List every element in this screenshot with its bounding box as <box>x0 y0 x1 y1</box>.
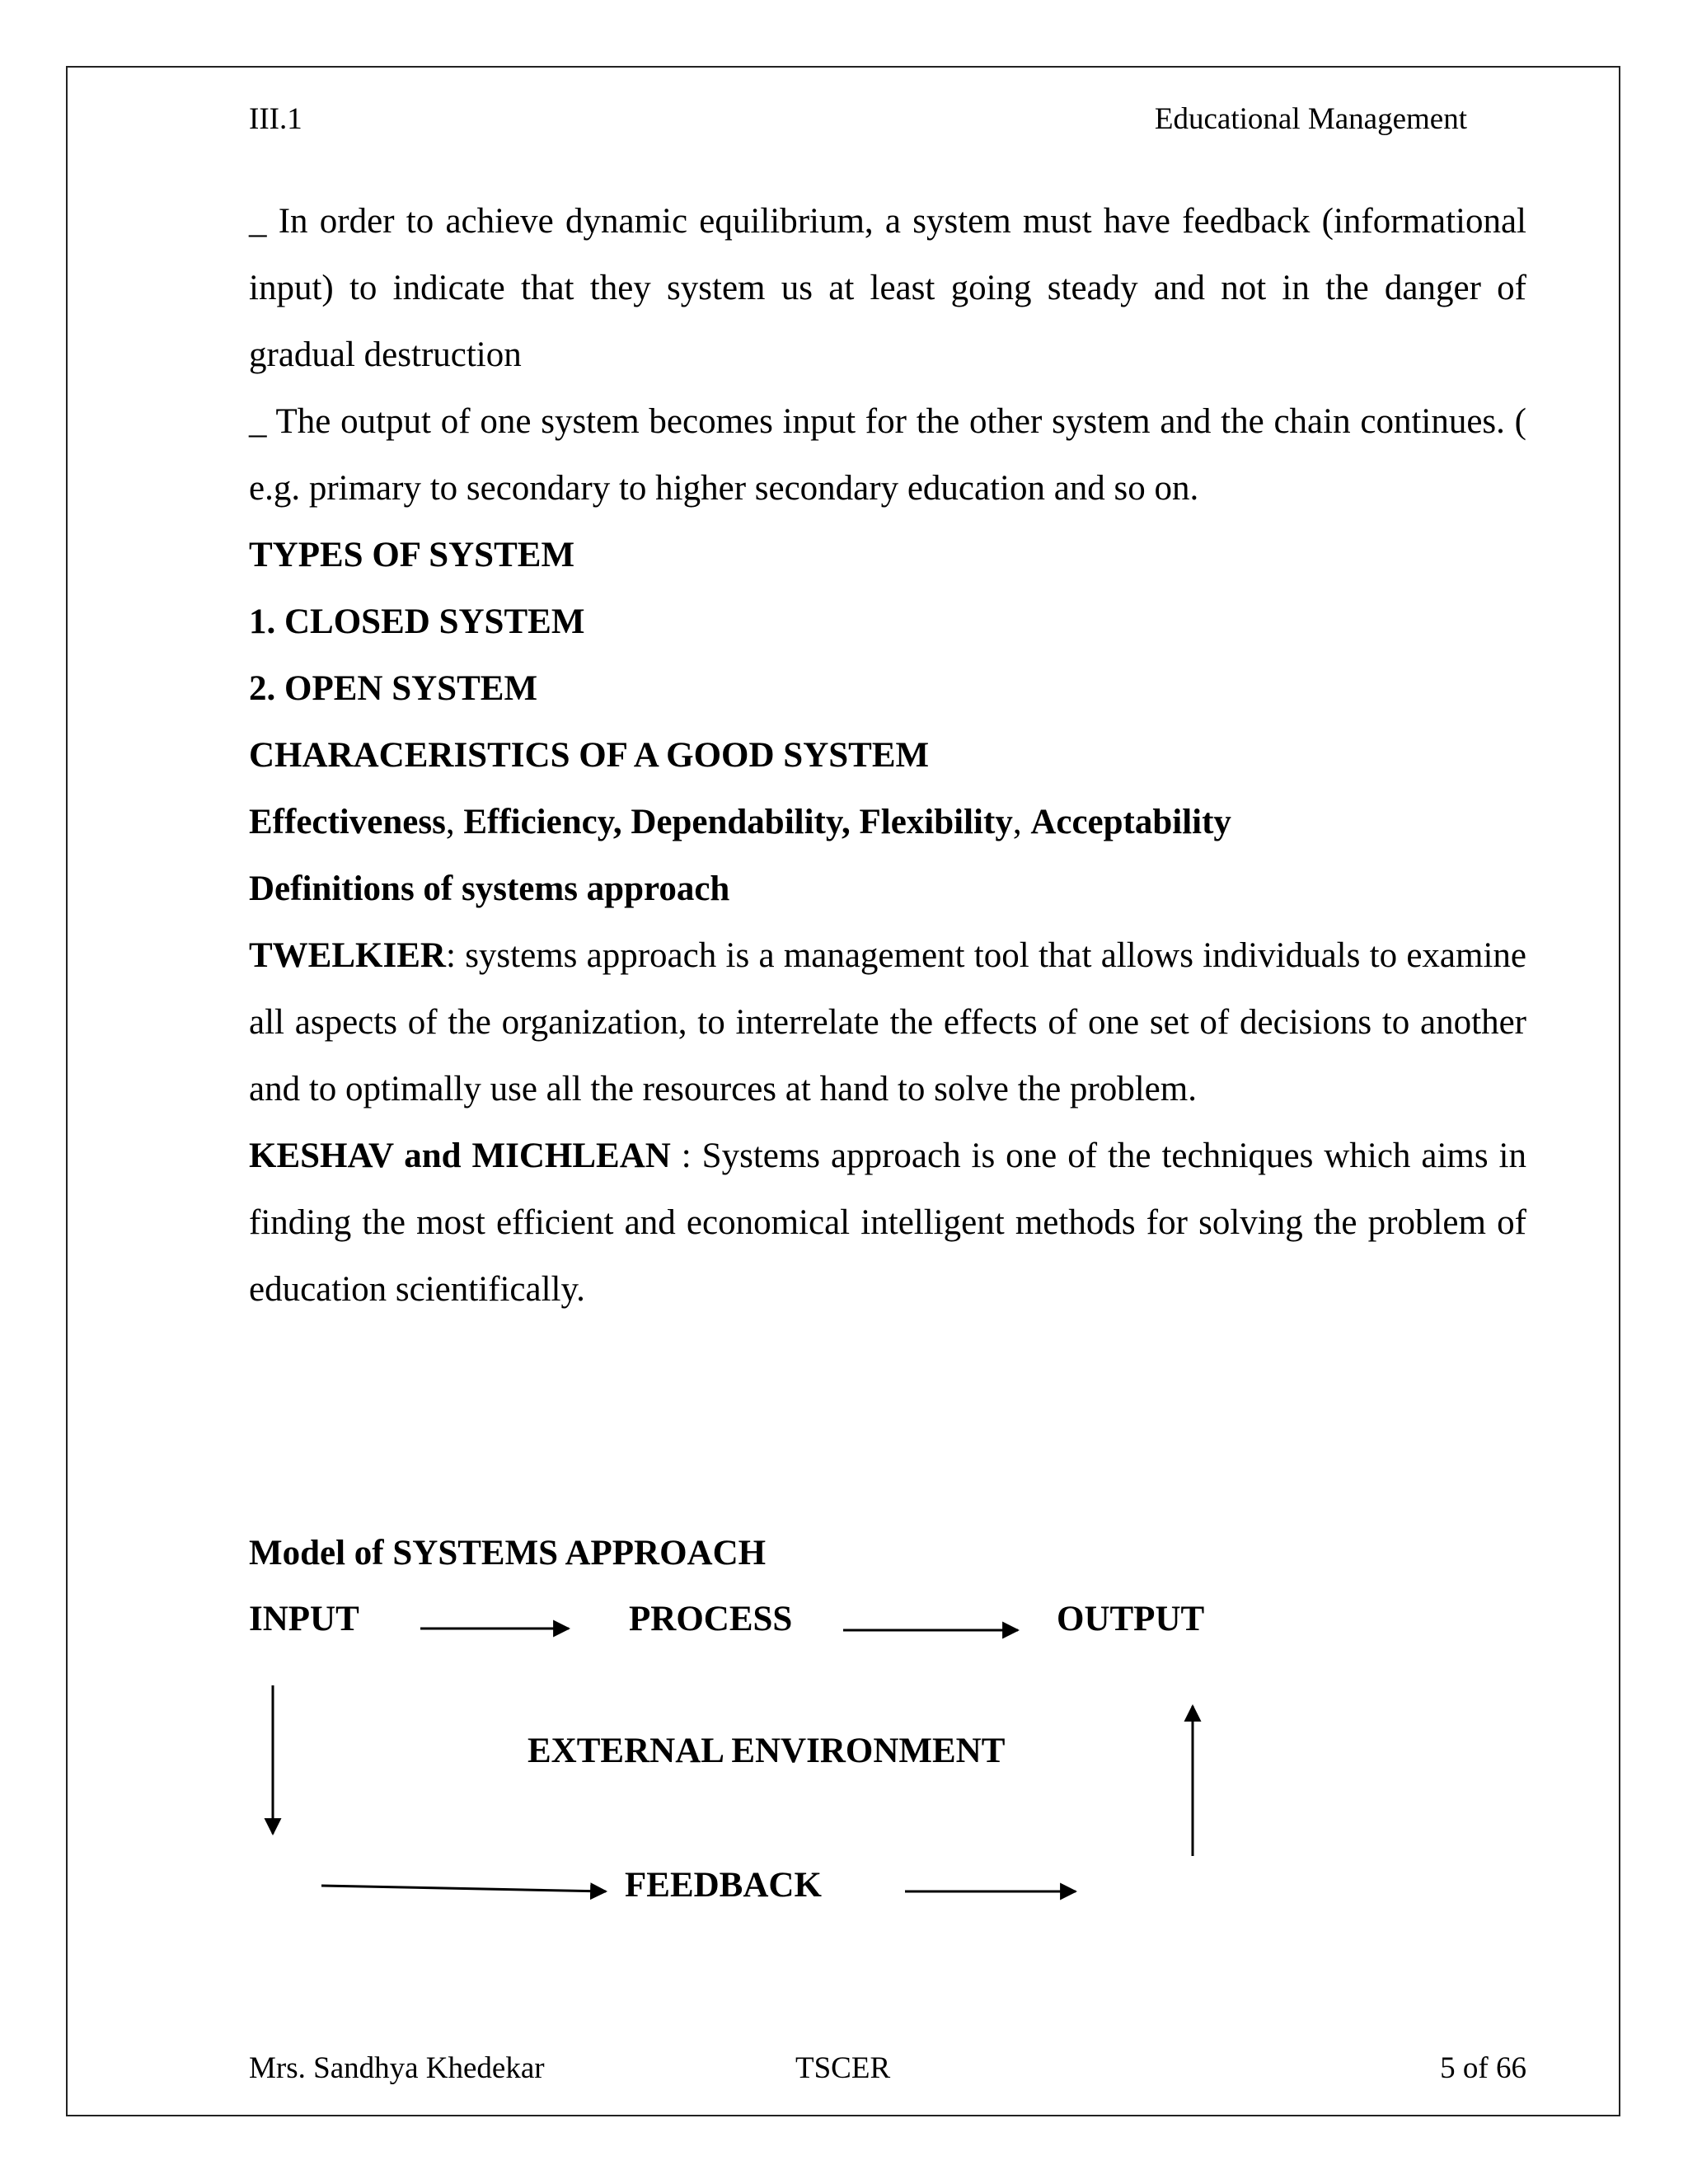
characteristic-effectiveness: Effectiveness <box>249 803 446 841</box>
definition-keshav-michlean <box>249 1122 1526 1323</box>
definition-author: KESHAV and MICHLEAN <box>249 1137 671 1175</box>
type-closed-system: 1. CLOSED SYSTEM <box>249 602 585 641</box>
header-section: III.1 <box>249 102 302 136</box>
model-process: PROCESS <box>629 1600 793 1638</box>
model-output: OUTPUT <box>1057 1600 1205 1638</box>
characteristics-heading: CHARACERISTICS OF A GOOD SYSTEM <box>249 736 930 775</box>
footer-author: Mrs. Sandhya Khedekar <box>249 2051 545 2085</box>
definition-text: : systems approach is a management tool that allows individuals to examine all aspects of the organization, to interrelate the effects of one set of decisions to another and to optimally use all the resources at hand to solve the problem. <box>249 936 1526 1108</box>
model-feedback: FEEDBACK <box>625 1866 822 1905</box>
definition-text: : Systems approach is one of the techniques which aims in finding the most efficient and economical intelligent methods for solving the problem of education scientifically. <box>249 1137 1526 1309</box>
model-heading: Model of SYSTEMS APPROACH <box>249 1534 767 1572</box>
paragraph-feedback: _ In order to achieve dynamic equilibrium, a system must have feedback (informational input) to indicate that they system us at least going steady and not in the danger of gradual destruction <box>249 202 1526 374</box>
paragraph-output-chain: _ The output of one system becomes input for the other system and the chain continues. ( e.g. primary to secondary to higher secondary education and so on. <box>249 402 1526 508</box>
characteristic-acceptability: Acceptability <box>1030 803 1231 841</box>
footer-institution: TSCER <box>795 2051 891 2085</box>
type-open-system: 2. OPEN SYSTEM <box>249 669 538 708</box>
page-body <box>249 188 1526 1323</box>
header-title: Educational Management <box>1154 102 1467 136</box>
definition-author: TWELKIER <box>249 936 446 975</box>
characteristic-separator: , <box>1012 803 1031 841</box>
footer-page-number: 5 of 66 <box>1440 2051 1526 2085</box>
characteristics-list <box>249 789 1526 855</box>
characteristic-separator: , <box>445 803 464 841</box>
model-input: INPUT <box>249 1600 359 1638</box>
model-external-environment: EXTERNAL ENVIRONMENT <box>528 1732 1006 1770</box>
types-heading: TYPES OF SYSTEM <box>249 536 575 574</box>
definitions-heading: Definitions of systems approach <box>249 869 730 908</box>
definition-twelkier <box>249 922 1526 1122</box>
characteristic-efficiency-group: Efficiency, Dependability, Flexibility <box>463 803 1013 841</box>
